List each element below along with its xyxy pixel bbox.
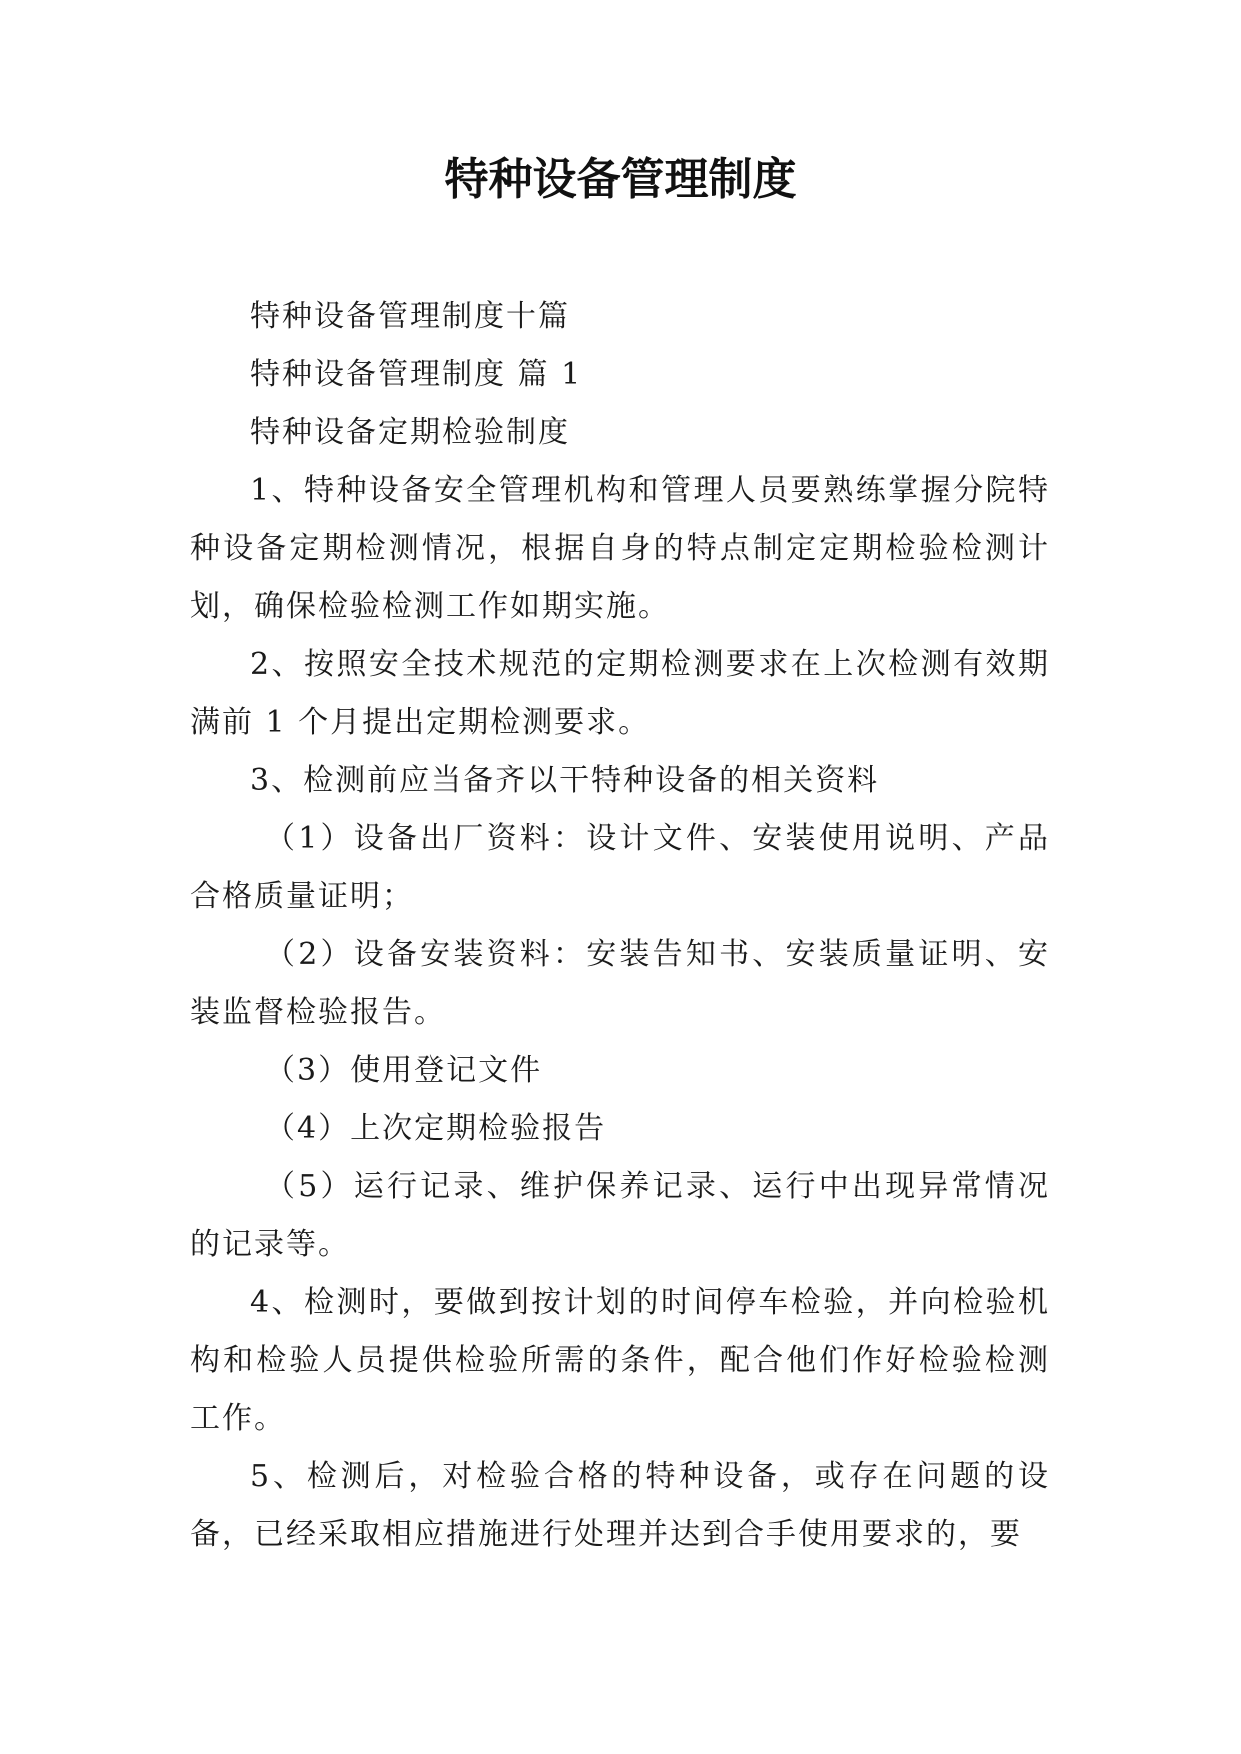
paragraph-subitem-4: （4）上次定期检验报告 xyxy=(265,1111,607,1146)
paragraph-item-1: 1、特种设备安全管理机构和管理人员要熟练掌握分院特种设备定期检测情况，根据自身的特点制定定期检验检测计划，确保检验检测工作如期实施。 xyxy=(190,473,1050,624)
paragraph-item-2: 2、按照安全技术规范的定期检测要求在上次检测有效期满前 1 个月提出定期检测要求。 xyxy=(190,647,1050,740)
paragraph-subitem-1: （1）设备出厂资料：设计文件、安装使用说明、产品合格质量证明； xyxy=(190,821,1050,914)
paragraph-collection-title: 特种设备管理制度十篇 xyxy=(250,299,570,334)
paragraph-subitem-2: （2）设备安装资料：安装告知书、安装质量证明、安装监督检验报告。 xyxy=(190,937,1050,1030)
paragraph-item-4: 4、检测时，要做到按计划的时间停车检验，并向检验机构和检验人员提供检验所需的条件，配合他们作好检验检测工作。 xyxy=(190,1285,1050,1436)
paragraph-subitem-3: （3）使用登记文件 xyxy=(265,1053,543,1088)
document-title: 特种设备管理制度 xyxy=(444,154,797,205)
paragraph-item-3: 3、检测前应当备齐以干特种设备的相关资料 xyxy=(250,763,880,798)
paragraph-chapter-heading: 特种设备管理制度 篇 1 xyxy=(250,357,583,392)
paragraph-subitem-5: （5）运行记录、维护保养记录、运行中出现异常情况的记录等。 xyxy=(190,1169,1050,1262)
document-body xyxy=(190,288,1050,1564)
paragraph-section-heading: 特种设备定期检验制度 xyxy=(250,415,570,450)
paragraph-item-5: 5、检测后，对检验合格的特种设备，或存在问题的设备，已经采取相应措施进行处理并达到合手使用要求的，要 xyxy=(190,1459,1050,1552)
